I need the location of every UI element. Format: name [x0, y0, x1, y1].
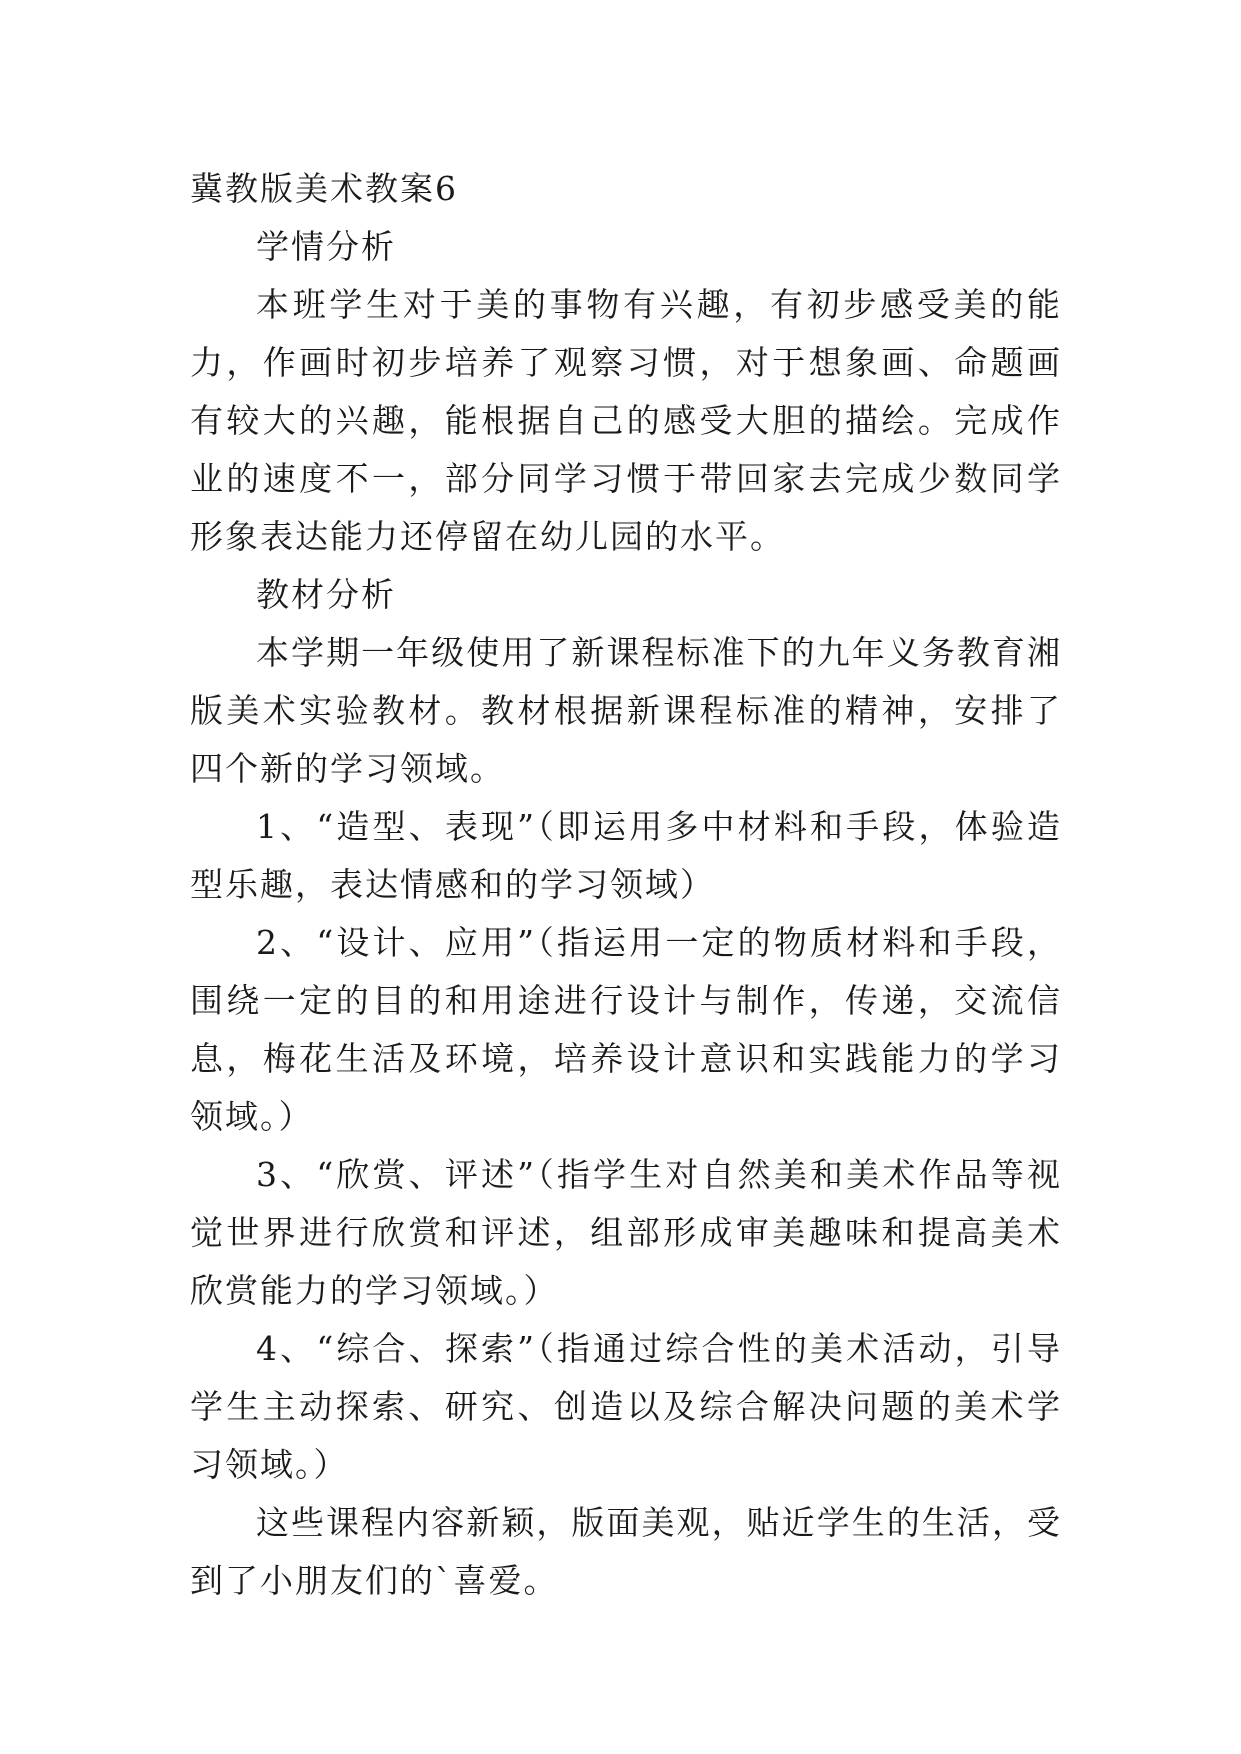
section-heading-material-analysis: 教材分析	[256, 575, 396, 614]
paragraph-student-analysis: 本班学生对于美的事物有兴趣，有初步感受美的能力，作画时初步培养了观察习惯，对于想象画、命题画有较大的兴趣，能根据自己的感受大胆的描绘。完成作业的速度不一，部分同学习惯于带回家去完成少数同学形象表达能力还停留在幼儿园的水平。	[190, 285, 1062, 556]
paragraph-material-analysis: 本学期一年级使用了新课程标准下的九年义务教育湘版美术实验教材。教材根据新课程标准的精神，安排了四个新的学习领域。	[190, 633, 1062, 788]
paragraph-closing: 这些课程内容新颖，版面美观，贴近学生的生活，受到了小朋友们的`喜爱。	[190, 1503, 1062, 1600]
section-heading-student-analysis: 学情分析	[256, 227, 396, 266]
list-item-appreciation: 3、“欣赏、评述”（指学生对自然美和美术作品等视觉世界进行欣赏和评述，组部形成审美趣味和提高美术欣赏能力的学习领域。）	[190, 1155, 1062, 1310]
list-item-modeling: 1、“造型、表现”（即运用多中材料和手段，体验造型乐趣，表达情感和的学习领域）	[190, 807, 1062, 904]
document-body	[190, 160, 1062, 1610]
list-item-exploration: 4、“综合、探索”（指通过综合性的美术活动，引导学生主动探索、研究、创造以及综合解决问题的美术学习领域。）	[190, 1329, 1062, 1484]
document-title: 冀教版美术教案6	[190, 169, 458, 208]
list-item-design: 2、“设计、应用”（指运用一定的物质材料和手段，围绕一定的目的和用途进行设计与制作，传递，交流信息，梅花生活及环境，培养设计意识和实践能力的学习领域。）	[190, 923, 1062, 1136]
